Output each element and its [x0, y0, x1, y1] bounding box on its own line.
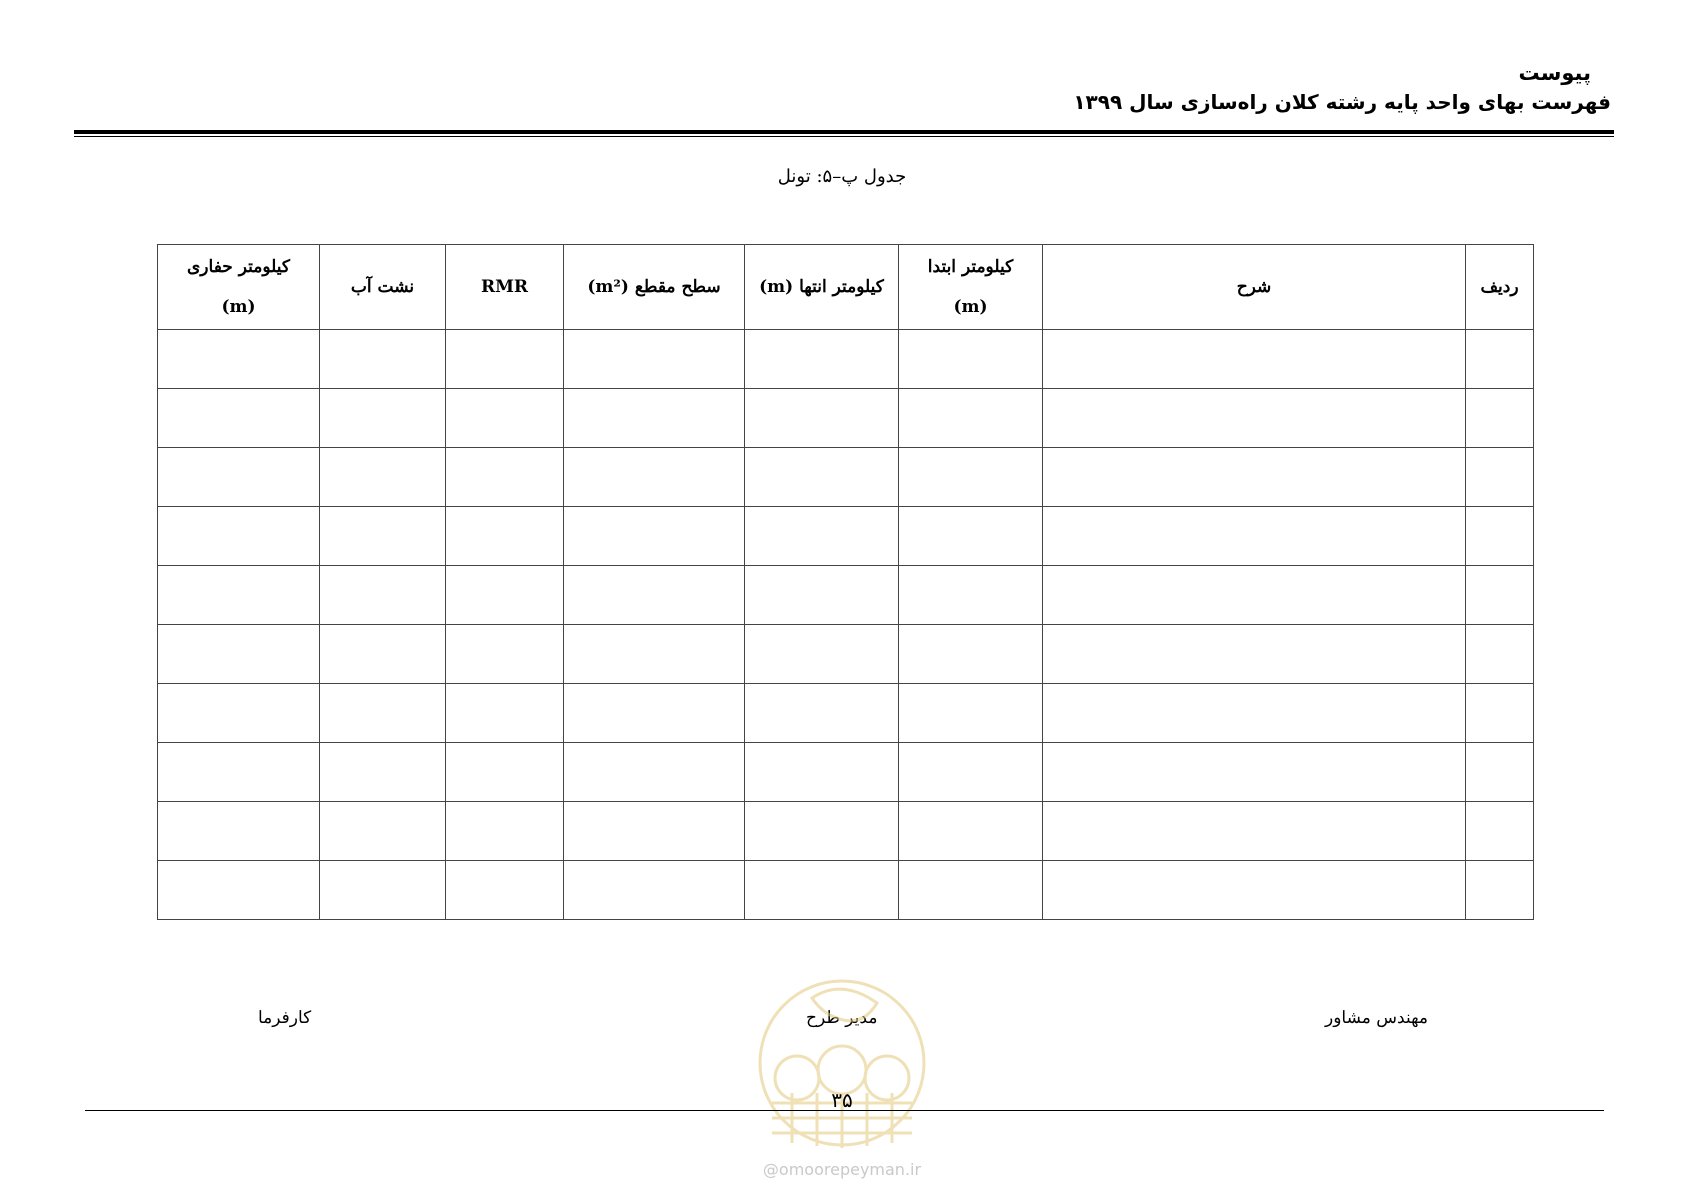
table-cell [745, 861, 899, 920]
table-cell [899, 389, 1043, 448]
table-cell [745, 507, 899, 566]
table-cell [1466, 861, 1534, 920]
table-cell [446, 743, 564, 802]
table-cell [1043, 743, 1466, 802]
signature-consultant: مهندس مشاور [1325, 1008, 1429, 1028]
table-cell [564, 743, 745, 802]
table-cell [564, 684, 745, 743]
footer-divider [85, 1110, 1604, 1111]
table-cell [320, 684, 446, 743]
table-row [158, 507, 1534, 566]
table-cell [446, 802, 564, 861]
table-cell [564, 448, 745, 507]
table-row [158, 448, 1534, 507]
table-cell [564, 861, 745, 920]
table-cell [446, 448, 564, 507]
table-cell [1043, 861, 1466, 920]
table-cell [320, 389, 446, 448]
table-cell [1466, 802, 1534, 861]
table-cell [1466, 684, 1534, 743]
col-header-water-leakage: نشت آب [320, 245, 446, 330]
table-cell [446, 625, 564, 684]
table-cell [320, 743, 446, 802]
table-cell [158, 802, 320, 861]
table-cell [320, 802, 446, 861]
table-cell [1043, 507, 1466, 566]
table-cell [320, 507, 446, 566]
table-cell [564, 566, 745, 625]
table-cell [899, 861, 1043, 920]
table-cell [158, 625, 320, 684]
gears-seal-icon [752, 978, 932, 1148]
table-cell [745, 625, 899, 684]
table-cell [564, 802, 745, 861]
table-row [158, 743, 1534, 802]
table-cell [446, 566, 564, 625]
table-cell [899, 625, 1043, 684]
table-row [158, 802, 1534, 861]
table-cell [320, 448, 446, 507]
table-cell [745, 389, 899, 448]
table-cell [1043, 802, 1466, 861]
table-cell [899, 802, 1043, 861]
table-cell [899, 507, 1043, 566]
table-cell [564, 330, 745, 389]
table-cell [446, 861, 564, 920]
table-cell [899, 566, 1043, 625]
table-cell [1043, 389, 1466, 448]
table-cell [1043, 625, 1466, 684]
table-cell [1466, 330, 1534, 389]
tunnel-table [157, 244, 1534, 920]
table-row [158, 566, 1534, 625]
table-body [158, 330, 1534, 920]
page-number: ۳۵ [831, 1088, 853, 1112]
header-section-label: پیوست [1518, 61, 1591, 85]
table-cell [745, 330, 899, 389]
table-cell [564, 507, 745, 566]
table-caption: جدول پ–۵: تونل [777, 166, 907, 187]
table-cell [320, 330, 446, 389]
table-cell [158, 861, 320, 920]
col-header-cross-section: سطح مقطع (m²) [564, 245, 745, 330]
col-header-excavation-km: کیلومتر حفاری (m) [158, 245, 320, 330]
table-cell [158, 389, 320, 448]
table-cell [446, 330, 564, 389]
table-cell [158, 507, 320, 566]
table-cell [745, 743, 899, 802]
table-cell [1466, 507, 1534, 566]
table-cell [564, 389, 745, 448]
table-cell [1043, 566, 1466, 625]
col-header-start-km: کیلومتر ابتدا (m) [899, 245, 1043, 330]
table-row [158, 389, 1534, 448]
table-cell [1466, 625, 1534, 684]
table-row [158, 861, 1534, 920]
col-header-rmr: RMR [446, 245, 564, 330]
table-cell [899, 330, 1043, 389]
col-header-end-km: کیلومتر انتها (m) [745, 245, 899, 330]
table-cell [745, 566, 899, 625]
table-cell [158, 448, 320, 507]
col-header-row-number: ردیف [1466, 245, 1534, 330]
table-cell [320, 861, 446, 920]
table-cell [745, 684, 899, 743]
table-cell [899, 684, 1043, 743]
table-cell [1043, 684, 1466, 743]
signature-employer: کارفرما [258, 1008, 312, 1028]
table-cell [1043, 448, 1466, 507]
col-header-description: شرح [1043, 245, 1466, 330]
table-cell [158, 684, 320, 743]
table-cell [446, 507, 564, 566]
table-cell [745, 448, 899, 507]
table-cell [320, 625, 446, 684]
header-divider-thick [74, 130, 1614, 134]
page-header [711, 58, 1611, 116]
header-title: فهرست بهای واحد پایه رشته کلان راه‌سازی سال ۱۳۹۹ [1073, 90, 1611, 114]
table-cell [158, 566, 320, 625]
table-row [158, 330, 1534, 389]
table-cell [446, 389, 564, 448]
table-cell [899, 448, 1043, 507]
table-cell [158, 330, 320, 389]
table-row [158, 684, 1534, 743]
signature-project-manager: مدیر طرح [806, 1008, 878, 1028]
table-cell [1466, 566, 1534, 625]
watermark-site-text: @omoorepeyman.ir [762, 1160, 922, 1179]
table-cell [1043, 330, 1466, 389]
table-cell [320, 566, 446, 625]
table-cell [1466, 743, 1534, 802]
table-cell [564, 625, 745, 684]
table-cell [158, 743, 320, 802]
table-row [158, 625, 1534, 684]
table-header-row [158, 245, 1534, 330]
table-cell [446, 684, 564, 743]
table-cell [1466, 389, 1534, 448]
table-cell [899, 743, 1043, 802]
table-cell [1466, 448, 1534, 507]
table-cell [745, 802, 899, 861]
header-divider-thin [74, 136, 1614, 137]
